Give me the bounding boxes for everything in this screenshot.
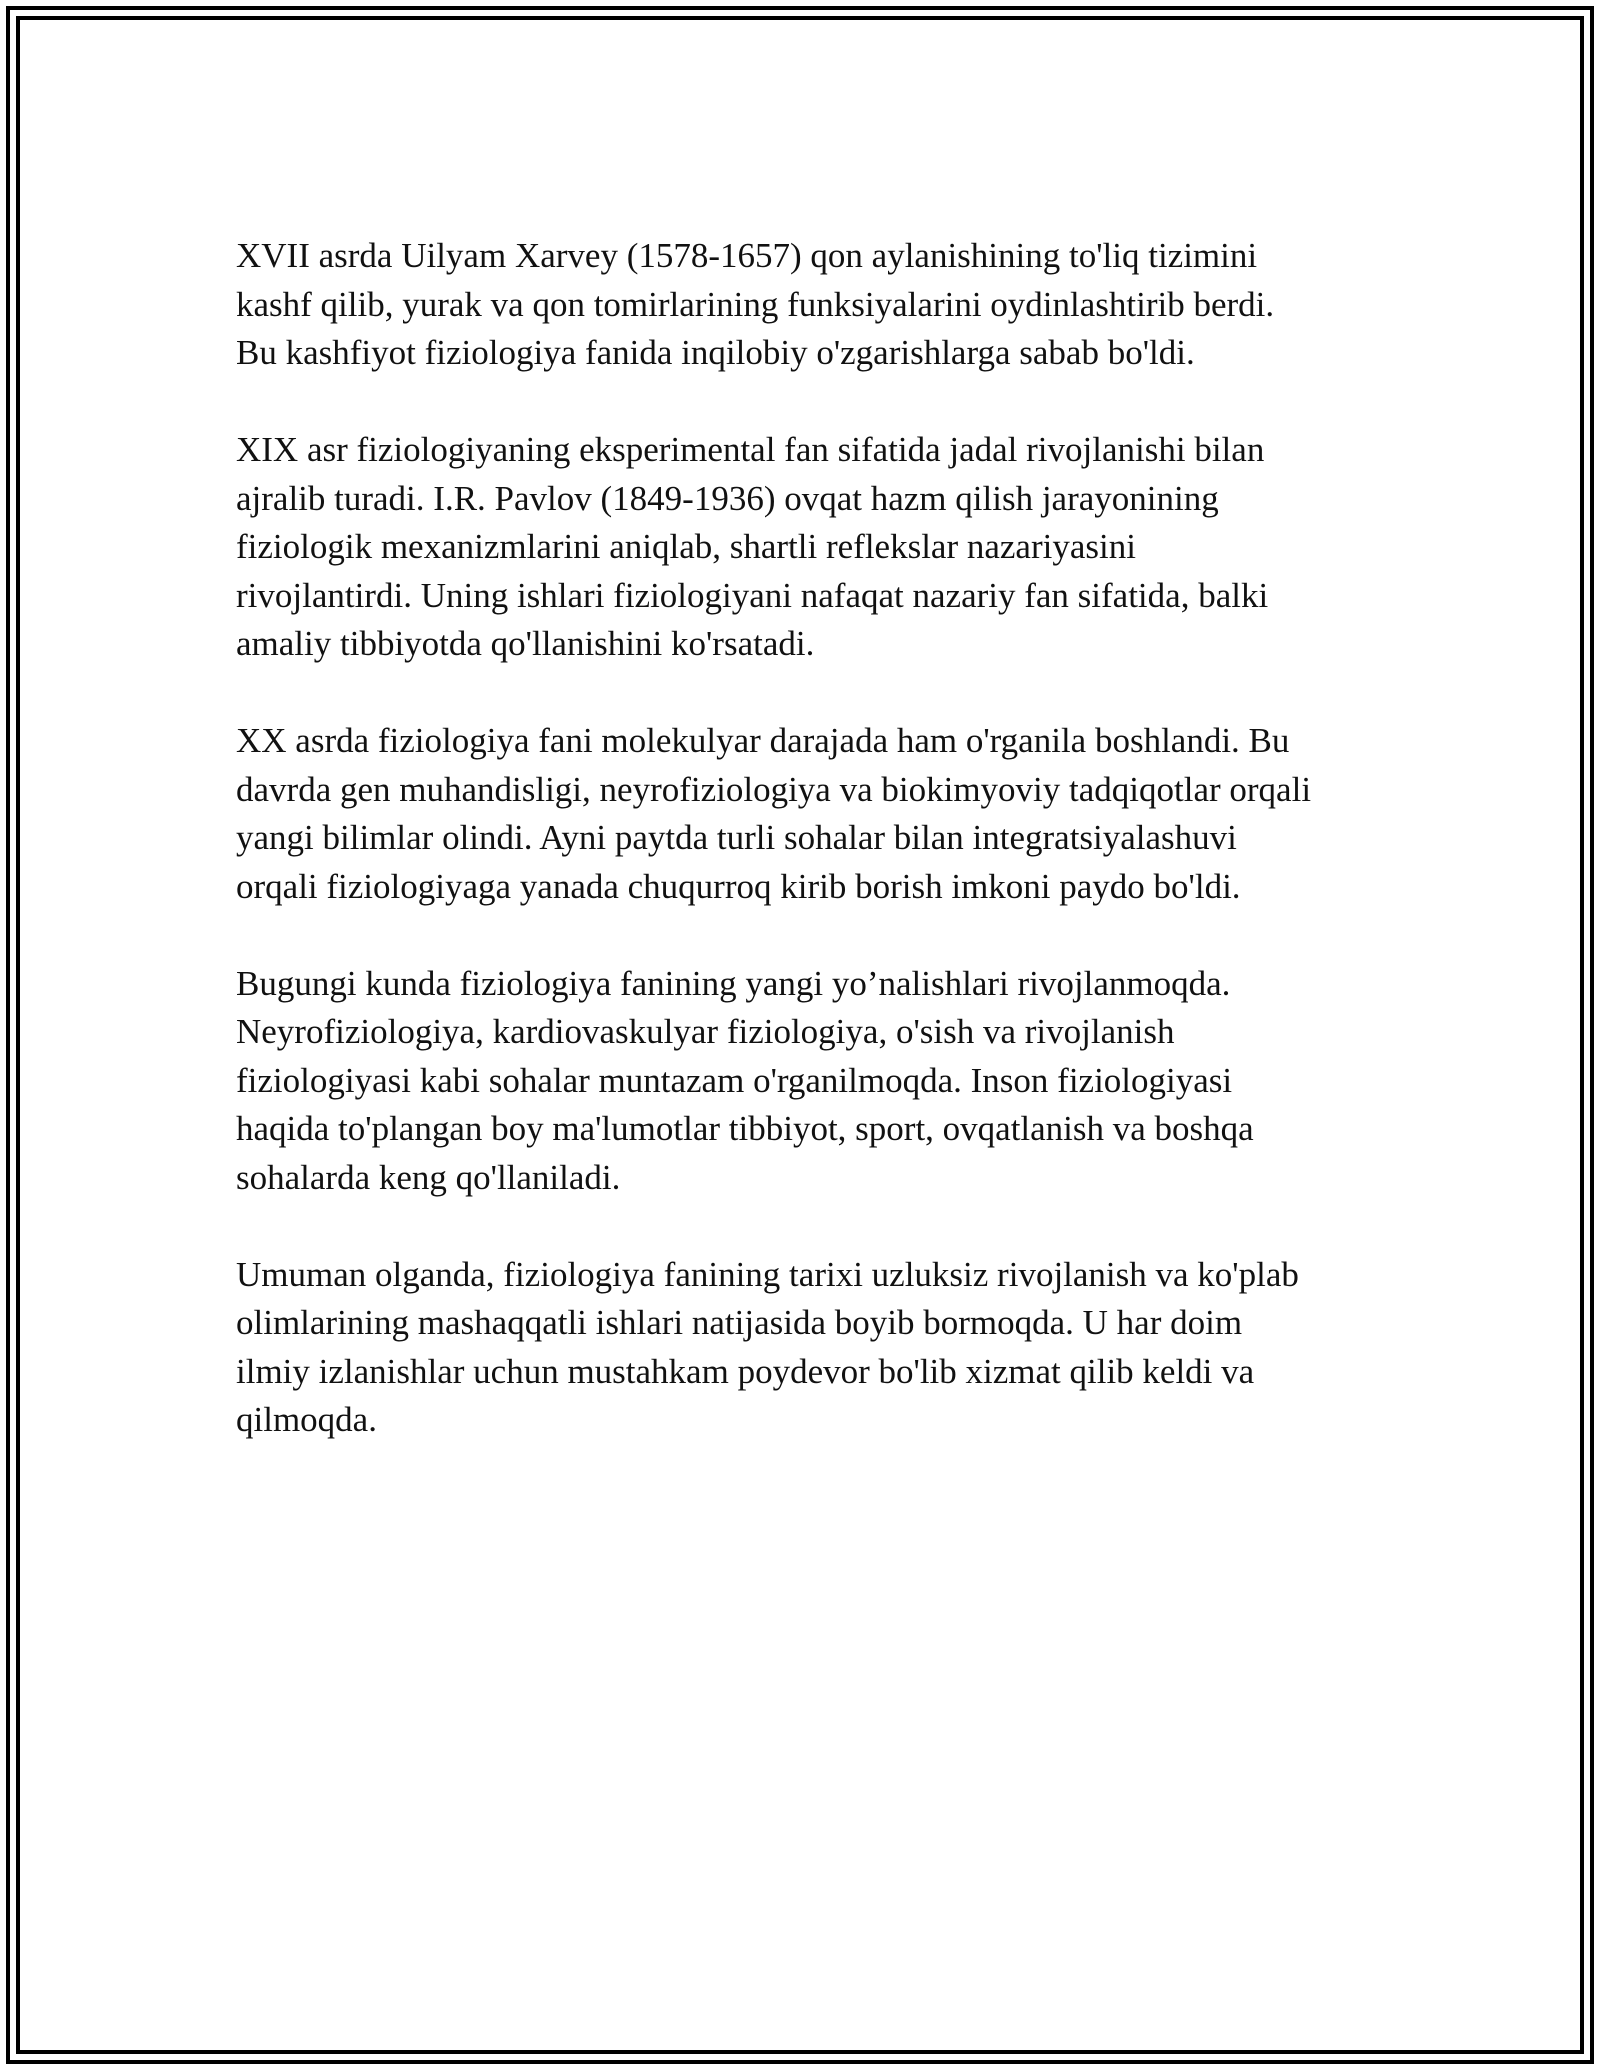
text-line: rivojlantirdi. Uning ishlari fiziologiyani nafaqat nazariy fan sifatida, balki	[236, 575, 1269, 615]
text-line: ajralib turadi. I.R. Pavlov (1849-1936) ovqat hazm qilish jarayonining	[236, 478, 1219, 518]
text-line: yangi bilimlar olindi. Ayni paytda turli sohalar bilan integratsiyalashuvi	[236, 818, 1237, 857]
document-body	[236, 232, 1436, 1493]
paragraph-modern	[236, 960, 1436, 1203]
text-line: fiziologiyasi kabi sohalar muntazam o'rganilmoqda. Inson fiziologiyasi	[236, 1060, 1233, 1100]
paragraph-molecular	[236, 717, 1436, 911]
text-line: haqida to'plangan boy ma'lumotlar tibbiyot, sport, ovqatlanish va boshqa	[236, 1109, 1254, 1148]
text-line: Bugungi kunda fiziologiya fanining yangi yo’nalishlari rivojlanmoqda.	[236, 963, 1231, 1003]
text-line: XVII asrda Uilyam Xarvey (1578-1657) qon aylanishining to'liq tizimini	[236, 236, 1258, 275]
paragraph-harvey	[236, 232, 1436, 378]
text-line: olimlarining mashaqqatli ishlari natijasida boyib bormoqda. U har doim	[236, 1303, 1243, 1342]
paragraph-conclusion	[236, 1251, 1436, 1445]
text-line: fiziologik mexanizmlarini aniqlab, shartli reflekslar nazariyasini	[236, 527, 1136, 566]
text-line: XIX asr fiziologiyaning eksperimental fan sifatida jadal rivojlanishi bilan	[236, 430, 1265, 469]
text-line: kashf qilib, yurak va qon tomirlarining funksiyalarini oydinlashtirib berdi.	[236, 284, 1275, 324]
text-line: orqali fiziologiyaga yanada chuqurroq kirib borish imkoni paydo bo'ldi.	[236, 866, 1241, 906]
text-line: sohalarda keng qo'llaniladi.	[236, 1157, 621, 1197]
text-line: qilmoqda.	[236, 1400, 377, 1439]
text-line: Neyrofiziologiya, kardiovaskulyar fiziologiya, o'sish va rivojlanish	[236, 1012, 1175, 1051]
text-line: ilmiy izlanishlar uchun mustahkam poydevor bo'lib xizmat qilib keldi va	[236, 1351, 1255, 1391]
text-line: amaliy tibbiyotda qo'llanishini ko'rsatadi.	[236, 624, 815, 663]
text-line: XX asrda fiziologiya fani molekulyar darajada ham o'rganila boshlandi. Bu	[236, 721, 1290, 760]
paragraph-pavlov	[236, 426, 1436, 669]
text-line: Bu kashfiyot fiziologiya fanida inqilobiy o'zgarishlarga sabab bo'ldi.	[236, 333, 1195, 372]
text-line: Umuman olganda, fiziologiya fanining tarixi uzluksiz rivojlanish va ko'plab	[236, 1254, 1299, 1294]
text-line: davrda gen muhandisligi, neyrofiziologiya va biokimyoviy tadqiqotlar orqali	[236, 769, 1312, 809]
